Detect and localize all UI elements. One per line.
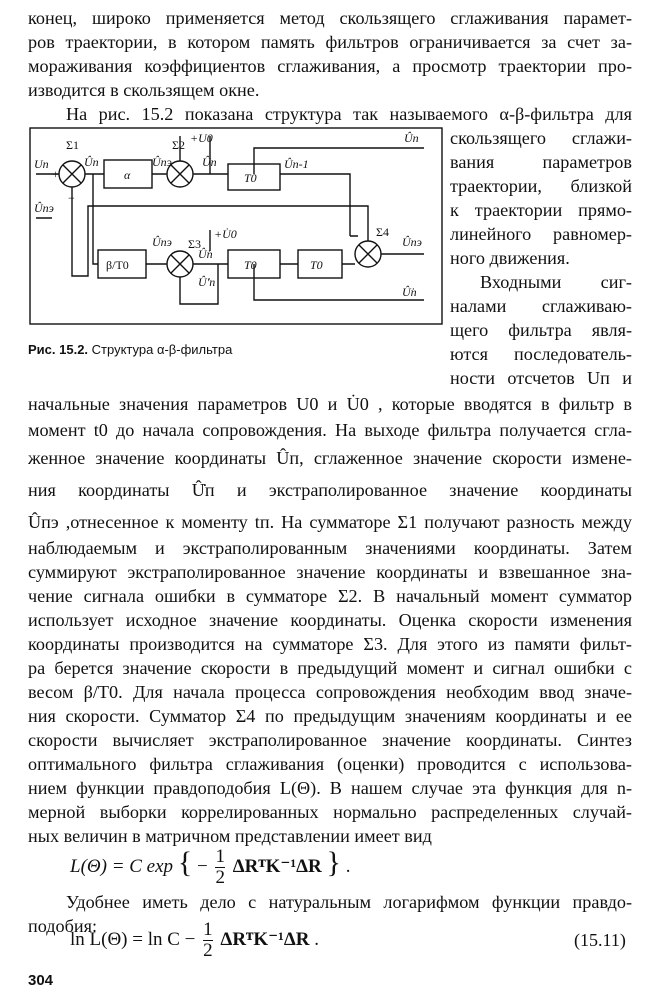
formula-denominator: 2 <box>215 867 225 889</box>
formula2-end: . <box>314 928 319 950</box>
text-line: конец, широко применяется метод скользящего сглаживания парамет- <box>28 8 632 28</box>
text-line: женное значение координаты Ûп, сглаженное значение скорости измене- <box>28 448 632 468</box>
text-line: изводится в скользящем окне. <box>28 80 260 100</box>
formula-left-brace: { <box>177 846 193 879</box>
text-line: нием функции правдоподобия L(Θ). В нашем случае эта функция для n- <box>28 778 632 798</box>
formula-right-brace: } <box>326 846 341 879</box>
text-line: суммируют экстраполированное значение координаты и взвешанное зна- <box>28 562 632 582</box>
label-u0dot: +U̇0 <box>214 227 237 241</box>
text-line: наблюдаемым и экстраполированным значениями координаты. Затем <box>28 538 632 558</box>
label-sigma1: Σ1 <box>66 138 79 152</box>
label-un1: Ûп-1 <box>284 157 309 171</box>
label-une-hat: Ûпэ <box>152 155 172 169</box>
formula2-lhs: ln L(Θ) = ln C − <box>70 928 196 950</box>
text-line: вания параметров <box>450 152 632 172</box>
label-output-un: Ûп <box>404 131 419 145</box>
formula-end: . <box>345 856 351 877</box>
label-undot: Û̇п <box>198 247 213 261</box>
text-line: ются последователь- <box>450 344 632 364</box>
text-line: ра берется значение скорости в предыдущий момент и сигнал ошибки с <box>28 658 632 678</box>
label-une-left2: Ûпэ <box>152 235 172 249</box>
label-plus: + <box>52 167 59 181</box>
formula2-expression: ΔRᵀK⁻¹ΔR <box>220 928 310 950</box>
label-une-left: Ûпэ <box>34 201 54 215</box>
formula-lhs: L(Θ) = C exp <box>70 856 174 877</box>
figure-caption-label: Рис. 15.2. <box>28 342 89 357</box>
formula-likelihood <box>70 846 350 888</box>
label-sigma4: Σ4 <box>376 225 389 239</box>
formula-log-likelihood <box>70 920 319 961</box>
text-line: Входными сиг- <box>480 272 632 292</box>
text-line: использует исходное значение координаты. Оценка скорости изменения <box>28 610 632 630</box>
figure-caption <box>28 342 232 357</box>
alpha-beta-filter-diagram <box>28 126 444 326</box>
formula2-denominator: 2 <box>203 940 213 961</box>
label-t0c: T0 <box>310 258 323 272</box>
label-output-une: Ûпэ <box>402 235 422 249</box>
label-t0b: T0 <box>244 258 257 272</box>
text-line: момент t0 до начала сопровождения. На выходе фильтра получается сгла- <box>28 420 632 440</box>
label-un-hat: Ûп <box>84 155 99 169</box>
text-line: щего фильтра явля- <box>450 320 632 340</box>
label-sigma2: Σ2 <box>172 138 185 152</box>
text-line: Ûпэ ,отнесенное к моменту tп. На сумматоре Σ1 получают разность между <box>28 512 632 532</box>
text-line: весом β/T0. Для начала процесса сопровождения необходим ввод значе- <box>28 682 632 702</box>
text-line: линейного равномер- <box>450 224 632 244</box>
label-minus: − <box>68 191 75 205</box>
label-u0: +U0 <box>190 131 213 145</box>
label-alpha: α <box>124 168 131 182</box>
text-line: ния координаты Û̇п и экстраполированное значение координаты <box>28 480 632 500</box>
text-line: ного движения. <box>450 248 570 268</box>
text-line: налами сглаживаю- <box>450 296 632 316</box>
text-line: ности отсчетов Uп и <box>450 368 632 388</box>
text-line: координаты производится на сумматоре Σ3. Для этого из памяти фильт- <box>28 634 632 654</box>
figure-caption-text: Структура α-β-фильтра <box>91 342 233 357</box>
text-line: подобия: <box>28 916 98 936</box>
text-line: ных величин в матричном представлении имеет вид <box>28 826 432 846</box>
text-line: На рис. 15.2 показана структура так называемого α-β-фильтра для <box>66 104 632 124</box>
text-line: к траектории прямо- <box>450 200 632 220</box>
formula-fraction <box>215 847 225 888</box>
formula2-numerator: 1 <box>203 919 213 940</box>
formula-expression: ΔRᵀK⁻¹ΔR <box>232 856 322 877</box>
formula-minus: − <box>196 856 208 877</box>
label-undot2: Û̇'п <box>198 275 216 289</box>
label-beta: β/T0 <box>106 258 129 272</box>
page-number: 304 <box>28 972 54 989</box>
label-sigma3: Σ3 <box>188 237 201 251</box>
label-output-undot: Û̇п <box>402 285 417 299</box>
text-line: мерной выборки коррелированных нормально распределенных случай- <box>28 802 632 822</box>
text-line: скорости вычисляет экстраполированное значение координаты. Синтез <box>28 730 632 750</box>
text-line: скользящего сглажи- <box>450 128 632 148</box>
formula-numerator: 1 <box>215 846 225 868</box>
equation-number: (15.11) <box>574 930 626 950</box>
text-line: ния скорости. Сумматор Σ4 по предыдущим значениям координаты и ее <box>28 706 632 726</box>
text-line: ров траектории, в котором память фильтров ограничивается за счет за- <box>28 32 632 52</box>
text-line: мораживания коэффициентов сглаживания, а просмотр траектории про- <box>28 56 632 76</box>
text-line: оптимального фильтра сглаживания (оценки) проводится с использова- <box>28 754 632 774</box>
text-line: начальные значения параметров U0 и U̇0 , которые вводятся в фильтр в <box>28 394 632 414</box>
formula2-fraction <box>203 920 213 961</box>
text-line: траектории, близкой <box>450 176 632 196</box>
label-t0a: T0 <box>244 171 257 185</box>
label-input-un: Uп <box>34 157 49 171</box>
label-un-mid: Ûп <box>202 155 217 169</box>
text-line: Удобнее иметь дело с натуральным логарифмом функции правдо- <box>66 892 632 912</box>
text-line: чение сигнала ошибки в сумматоре Σ2. В начальный момент сумматор <box>28 586 632 606</box>
